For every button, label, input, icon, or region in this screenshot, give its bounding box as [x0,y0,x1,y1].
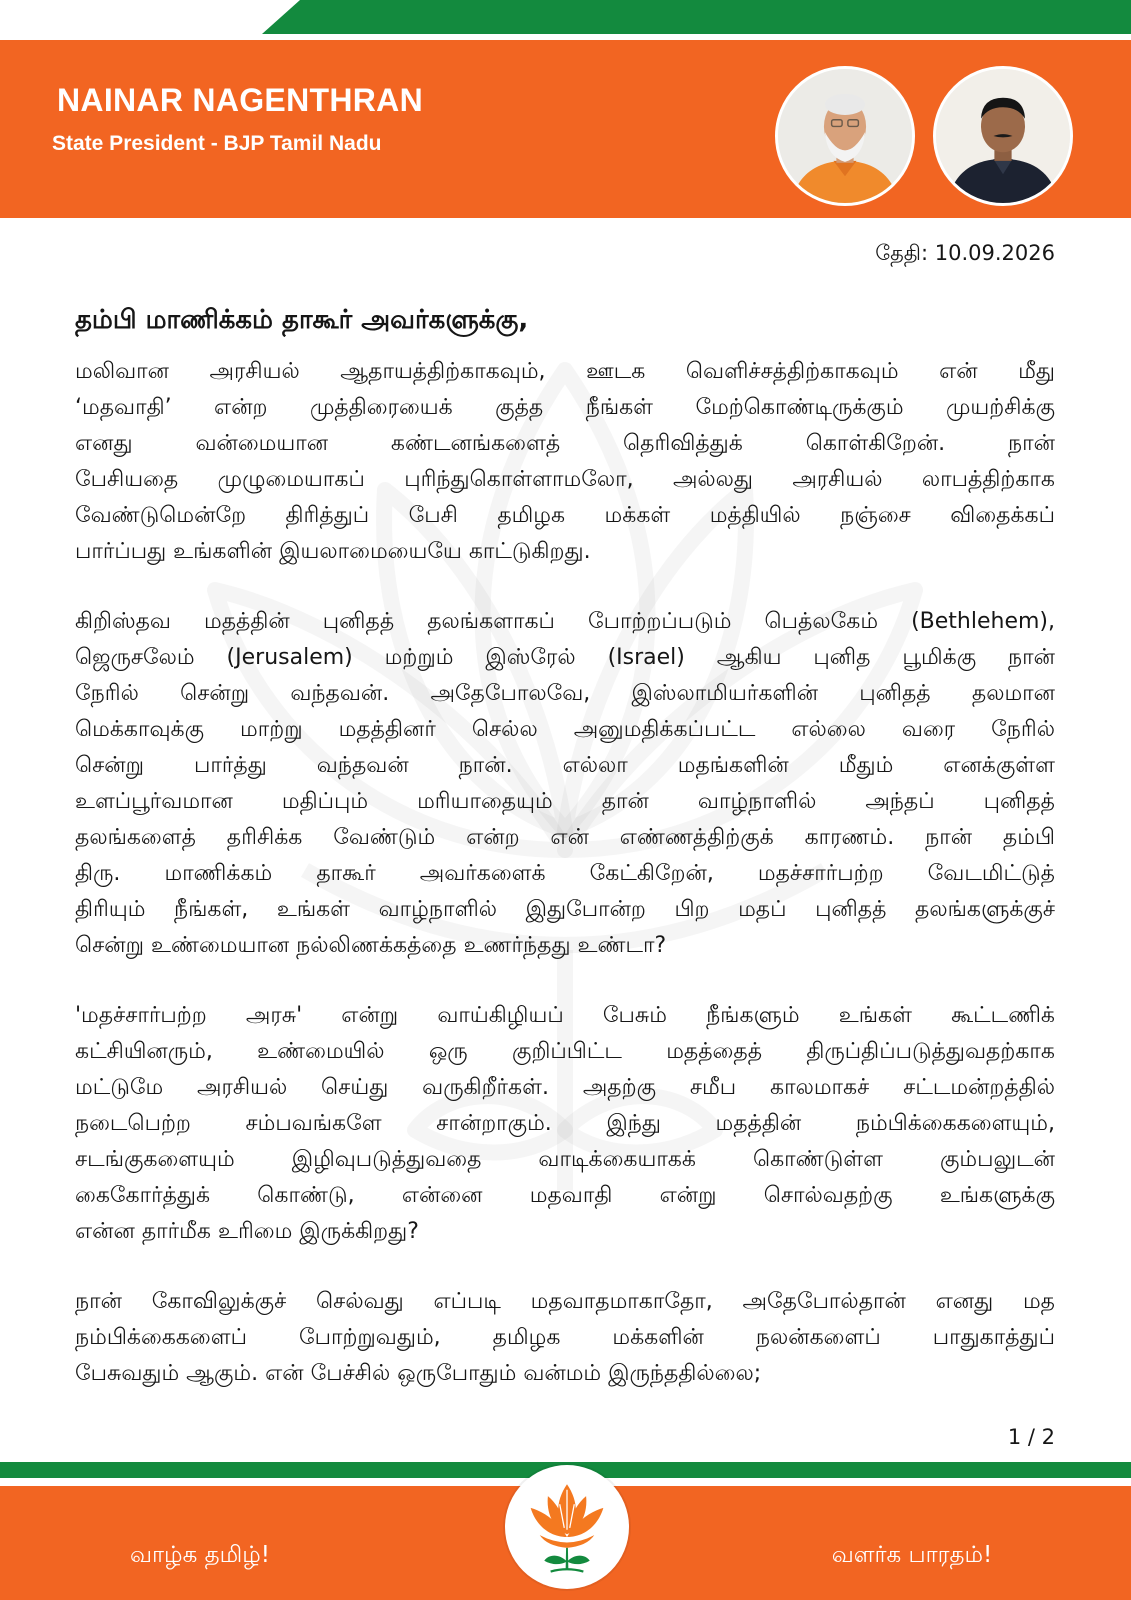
lotus-icon [521,1477,613,1577]
letter-date: தேதி: 10.09.2026 [875,241,1055,265]
text-line: கிறிஸ்தவ மதத்தின் புனிதத் தலங்களாகப் போற்றப்படும் பெத்லகேம் (Bethlehem), [75,609,1055,634]
text-line: தலங்களைத் தரிசிக்க வேண்டும் என்ற என் எண்ணத்திற்குக் காரணம். நான் தம்பி [75,825,1055,850]
text-line: சென்று பார்த்து வந்தவன் நான். எல்லா மதங்களின் மீதும் எனக்குள்ள [75,753,1055,778]
lotus-left-leaf [544,1556,567,1565]
text-line: சடங்குகளையும் இழிவுபடுத்துவதை வாடிக்கையாகக் கொண்டுள்ள கும்பலுடன் [75,1147,1055,1172]
text-line: மட்டுமே அரசியல் செய்து வருகிறீர்கள். அதற்கு சமீப காலமாகச் சட்டமன்றத்தில் [75,1075,1055,1100]
text-line: பார்ப்பது உங்களின் இயலாமையையே காட்டுகிறது. [75,539,591,564]
text-line: ‘மதவாதி’ என்ற முத்திரையைக் குத்த நீங்கள் மேற்கொண்டிருக்கும் முயற்சிக்கு [75,395,1055,420]
text-line: பேசியதை முழுமையாகப் புரிந்துகொள்ளாமலோ, அல்லது அரசியல் லாபத்திற்காக [75,467,1055,492]
text-line: நேரில் சென்று வந்தவன். அதேபோலவே, இஸ்லாமியர்களின் புனிதத் தலமான [75,681,1055,706]
portrait-photo-1 [775,66,915,206]
lotus-stem [566,1548,569,1570]
party-logo [505,1465,629,1589]
salutation: தம்பி மாணிக்கம் தாகூர் அவர்களுக்கு, [75,305,529,335]
portrait-photo-1-illustration [778,69,912,203]
text-line: சென்று உண்மையான நல்லிணக்கத்தை உணர்ந்தது உண்டா? [75,933,667,958]
text-line: திரு. மாணிக்கம் தாகூர் அவர்களைக் கேட்கிறேன், மதச்சார்பற்ற வேடமிட்டுத் [75,861,1055,886]
lotus-right-leaf [567,1556,590,1565]
text-line: மலிவான அரசியல் ஆதாயத்திற்காகவும், ஊடக வெளிச்சத்திற்காகவும் என் மீது [75,359,1055,384]
text-line: நம்பிக்கைகளைப் போற்றுவதும், தமிழக மக்களின் நலன்களைப் பாதுகாத்துப் [75,1325,1055,1350]
text-line: என்ன தார்மீக உரிமை இருக்கிறது? [75,1219,419,1244]
text-line: பேசுவதும் ஆகும். என் பேச்சில் ஒருபோதும் வன்மம் இருந்ததில்லை; [75,1361,762,1386]
text-line: உளப்பூர்வமான மதிப்பும் மரியாதையும் தான் வாழ்நாளில் அந்தப் புனிதத் [75,789,1055,814]
text-line: எனது வன்மையான கண்டனங்களைத் தெரிவித்துக் கொள்கிறேன். நான் [75,431,1055,456]
text-line: நான் கோவிலுக்குச் செல்வது எப்படி மதவாதமாகாதோ, அதேபோல்தான் எனது மத [75,1289,1055,1314]
top-green-band [0,0,1131,34]
hair [825,94,865,115]
text-line: கைகோர்த்துக் கொண்டு, என்னை மதவாதி என்று சொல்வதற்கு உங்களுக்கு [75,1183,1055,1208]
paragraph-2 [75,604,1055,964]
lotus-base [540,1535,595,1548]
text-line: 'மதச்சார்பற்ற அரசு' என்று வாய்கிழியப் பேசும் நீங்களும் உங்கள் கூட்டணிக் [75,1003,1055,1028]
lotus-ground [551,1569,584,1571]
sender-designation: State President - BJP Tamil Nadu [52,132,382,155]
paragraph-4 [75,1284,1055,1392]
text-line: நடைபெற்ற சம்பவங்களே சான்றாகும். இந்து மதத்தின் நம்பிக்கைகளையும், [75,1111,1055,1136]
letter-body [75,354,1055,1414]
letterhead-header [0,40,1131,218]
paragraph-3 [75,998,1055,1250]
footer-slogan-left: வாழ்க தமிழ்! [130,1542,270,1568]
footer-slogan-right: வளர்க பாரதம்! [831,1542,993,1568]
text-line: ஜெருசலேம் (Jerusalem) மற்றும் இஸ்ரேல் (Israel) ஆகிய புனித பூமிக்கு நான் [75,645,1055,670]
portrait-photo-2-illustration [936,69,1070,203]
text-line: கட்சியினரும், உண்மையில் ஒரு குறிப்பிட்ட மதத்தைத் திருப்திப்படுத்துவதற்காக [75,1039,1055,1064]
paragraph-1 [75,354,1055,570]
sender-name: NAINAR NAGENTHRAN [57,82,423,118]
text-line: வேண்டுமென்றே திரித்துப் பேசி தமிழக மக்கள் மத்தியில் நஞ்சை விதைக்கப் [75,503,1055,528]
text-line: மெக்காவுக்கு மாற்று மதத்தினர் செல்ல அனுமதிக்கப்பட்ட எல்லை வரை நேரில் [75,717,1055,742]
text-line: திரியும் நீங்கள், உங்கள் வாழ்நாளில் இதுபோன்ற பிற மதப் புனிதத் தலங்களுக்குச் [75,897,1055,922]
page-number: 1 / 2 [1007,1425,1055,1449]
portrait-photo-2 [933,66,1073,206]
